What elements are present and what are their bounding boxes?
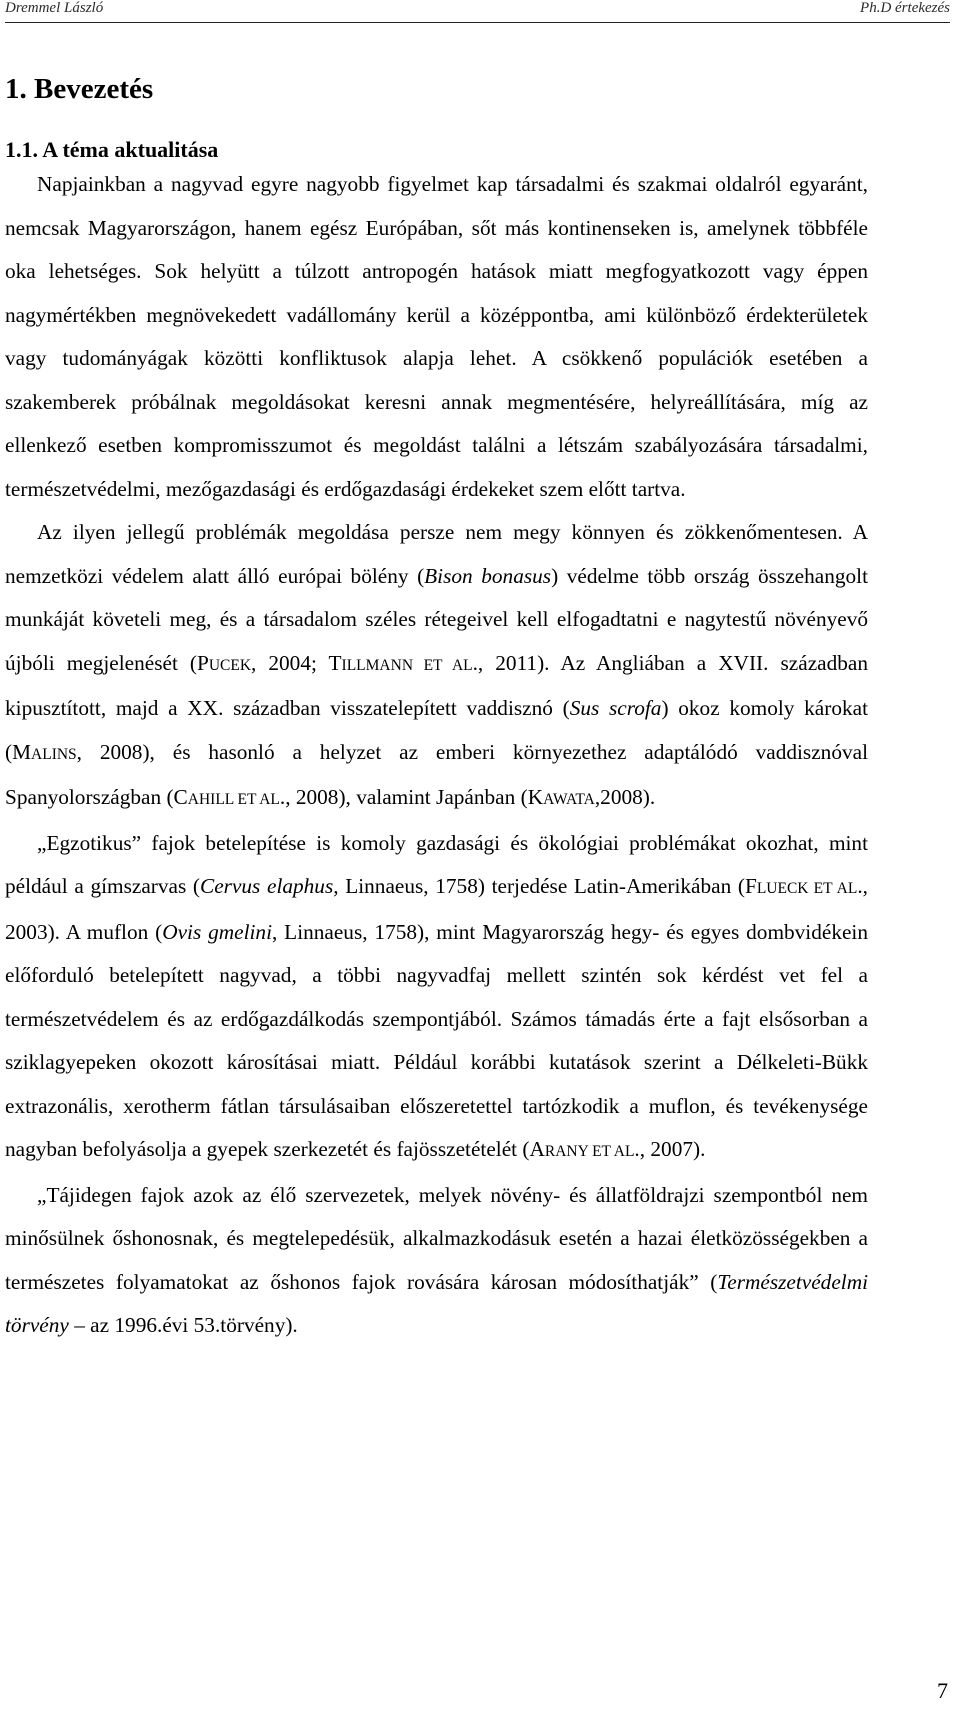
page-number: 7 bbox=[937, 1678, 948, 1703]
text-run: ) védelme több ország összehangolt munkáját követeli meg, és a társadalom széles rétegeivel kell elfogadtatni e nagytestű növényevő újbóli megjelenését (P bbox=[5, 563, 868, 675]
law-title: Természetvédelmi törvény bbox=[5, 1269, 868, 1337]
paragraph-3 bbox=[5, 822, 868, 1174]
text-run: , 2004; T bbox=[251, 650, 342, 675]
text-run: , 2008), és hasonló a helyzet az emberi környezethez adaptálódó vaddisznóval Spanyolországban (C bbox=[5, 739, 868, 809]
text-run: ., 2011). Az Angliában a XVII. században kipusztított, majd a XX. században visszatelepített vaddisznó ( bbox=[5, 650, 868, 720]
body-text bbox=[5, 163, 868, 1348]
running-header bbox=[5, 0, 950, 23]
citation-author: ILLMANN ET AL bbox=[341, 656, 473, 674]
header-author: Dremmel László bbox=[5, 0, 104, 16]
citation-author: RANY ET AL bbox=[544, 1143, 635, 1160]
paragraph-2 bbox=[5, 511, 868, 822]
text-run: – az 1996.évi 53.törvény). bbox=[68, 1313, 298, 1337]
text-run: ,2008). bbox=[594, 785, 656, 809]
species-name: Cervus elaphus, bbox=[200, 874, 339, 898]
citation-author: LUECK ET AL bbox=[756, 880, 858, 897]
paragraph-1 bbox=[5, 163, 868, 511]
citation-author: AHILL ET AL bbox=[187, 791, 280, 808]
header-document-type: Ph.D értekezés bbox=[860, 0, 950, 16]
text-run: Az ilyen jellegű problémák megoldása persze nem megy könnyen és zökkenőmentesen. A nemzetközi védelem alatt álló európai bölény ( bbox=[5, 520, 868, 588]
species-name: Ovis gmelini bbox=[162, 919, 272, 944]
citation-author: UCEK bbox=[208, 656, 252, 674]
text-run: ., 2008), valamint Japánban (K bbox=[279, 785, 544, 809]
chapter-heading: 1. Bevezetés bbox=[5, 73, 154, 105]
citation-author: ALINS bbox=[31, 745, 77, 763]
species-name: Sus scrofa bbox=[569, 696, 662, 720]
paragraph-4 bbox=[5, 1174, 868, 1348]
text-run: , Linnaeus, 1758), mint Magyarország hegy- és egyes dombvidékein előforduló betelepített nagyvad, a többi nagyvadfaj mellett szintén sok kérdést vet fel a természetvédelem és az erdőgazdálkodás szempontjából. Számos támadás érte a fajt elsősorban a sziklagyepeken okozott károsításai miatt. Például korábbi kutatások szerint a Délkeleti-Bükk extrazonális, xerotherm fátlan társulásaiban előszeretettel tartózkodik a muflon, és tevékenysége nagyban befolyásolja a gyepek szerkezetét és fajösszetételét (A bbox=[5, 919, 868, 1161]
section-heading: 1.1. A téma aktualitása bbox=[5, 137, 219, 162]
species-name: Bison bonasus bbox=[424, 563, 552, 588]
text-run: ) okoz komoly károkat (M bbox=[5, 696, 868, 764]
text-run: Napjainkban a nagyvad egyre nagyobb figyelmet kap társadalmi és szakmai oldalról egyaránt, nemcsak Magyarországon, hanem egész Európában, sőt más kontinenseken is, amelynek többféle oka lehetséges. Sok helyütt a túlzott antropogén hatások miatt megfogyatkozott vagy éppen nagymértékben megnövekedett vadállomány kerül a középpontba, ami különböző érdekterületek vagy tudományágak közötti konfliktusok alapja lehet. A csökkenő populációk esetében a szakemberek próbálnak megoldásokat keresni annak megmentésére, helyreállítására, míg az ellenkező esetben kompromisszumot és megoldást találni a létszám szabályozására társadalmi, természetvédelmi, mezőgazdasági és erdőgazdasági érdekeket szem előtt tartva. bbox=[5, 172, 868, 501]
citation-author: AWATA bbox=[543, 791, 595, 808]
text-run: „Egzotikus” fajok betelepítése is komoly gazdasági és ökológiai problémákat okozhat, mint például a gímszarvas ( bbox=[5, 830, 868, 898]
text-run: ., 2003). A muflon ( bbox=[5, 874, 868, 944]
text-run: ., 2007). bbox=[634, 1137, 706, 1161]
text-run: „Tájidegen fajok azok az élő szervezetek, melyek növény- és állatföldrajzi szempontból nem minősülnek őshonosnak, és megtelepedésük, alkalmazkodásuk esetén a hazai életközösségekben a természetes folyamatokat az őshonos fajok rovására károsan módosíthatják” ( bbox=[5, 1182, 868, 1294]
text-run: Linnaeus, 1758) terjedése Latin-Amerikában (F bbox=[338, 874, 757, 898]
